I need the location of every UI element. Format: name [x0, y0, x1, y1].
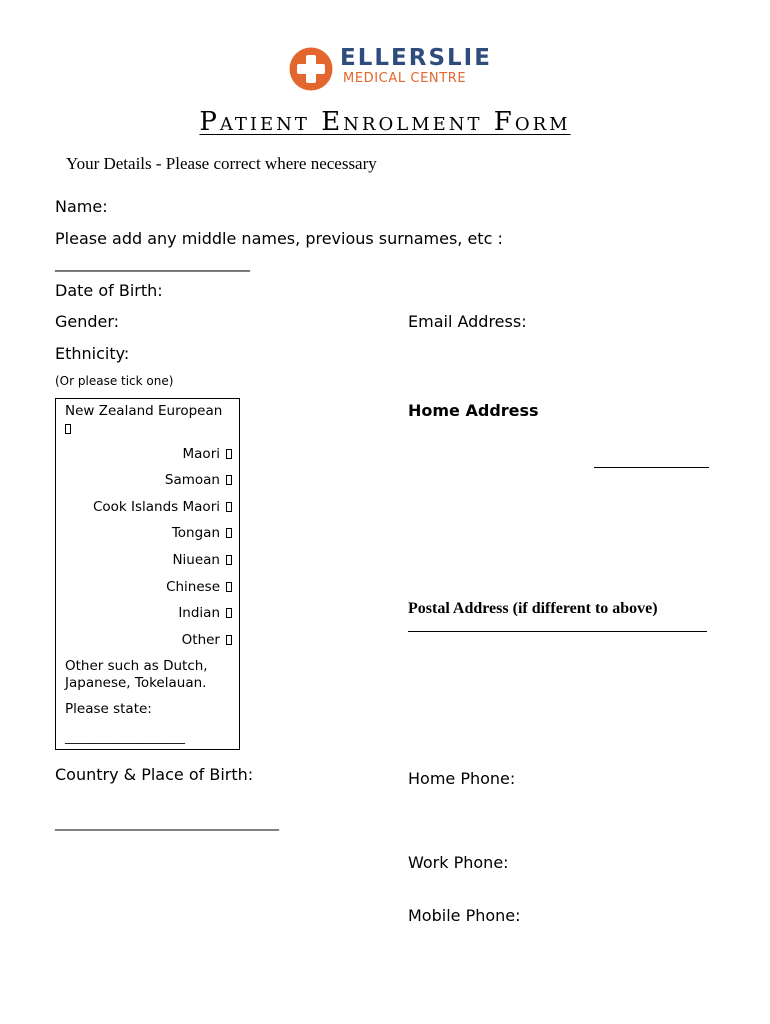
- name-label: Name:: [55, 197, 108, 216]
- option-samoan-label: Samoan: [164, 472, 220, 488]
- medical-cross-icon: [289, 47, 333, 91]
- home-address-label: Home Address: [408, 401, 539, 420]
- please-state-line[interactable]: ____________________: [65, 730, 185, 744]
- checkbox-samoan[interactable]: [226, 475, 232, 485]
- ethnicity-hint: (Or please tick one): [55, 374, 174, 388]
- checkbox-new-zealand-european[interactable]: [65, 420, 71, 438]
- option-other: [182, 631, 232, 649]
- option-niuean: [172, 551, 232, 569]
- other-note-line-1: Other such as Dutch,: [65, 658, 208, 674]
- form-title: Patient Enrolment Form: [199, 107, 571, 137]
- option-chinese-label: Chinese: [166, 579, 220, 595]
- option-maori-label: Maori: [182, 446, 220, 462]
- middle-names-label: Please add any middle names, previous surnames, etc :: [55, 229, 503, 248]
- middle-names-line[interactable]: __________________________: [55, 254, 250, 272]
- country-birth-label: Country & Place of Birth:: [55, 765, 254, 784]
- option-niuean-label: Niuean: [172, 552, 220, 568]
- checkbox-other[interactable]: [226, 635, 232, 645]
- home-address-line[interactable]: [594, 467, 709, 468]
- ethnicity-label: Ethnicity:: [55, 344, 130, 363]
- logo-name: ELLERSLIE: [340, 45, 492, 71]
- mobile-phone-label: Mobile Phone:: [408, 906, 521, 925]
- work-phone-label: Work Phone:: [408, 853, 509, 872]
- dob-label: Date of Birth:: [55, 281, 163, 300]
- option-tongan: [172, 524, 232, 542]
- option-indian: [178, 604, 232, 622]
- postal-address-line[interactable]: [408, 631, 707, 632]
- checkbox-chinese[interactable]: [226, 582, 232, 592]
- checkbox-niuean[interactable]: [226, 555, 232, 565]
- option-new-zealand-european: New Zealand European: [65, 403, 223, 419]
- logo-subtitle: MEDICAL CENTRE: [343, 71, 467, 86]
- subtitle: Your Details - Please correct where necessary: [66, 154, 377, 173]
- home-phone-label: Home Phone:: [408, 769, 516, 788]
- option-maori: [183, 445, 232, 463]
- other-note-line-2: Japanese, Tokelauan.: [65, 675, 207, 691]
- email-label: Email Address:: [408, 312, 527, 331]
- option-other-label: Other: [181, 632, 220, 648]
- checkbox-cook-islands-maori[interactable]: [226, 502, 232, 512]
- option-indian-label: Indian: [178, 605, 220, 621]
- checkbox-tongan[interactable]: [226, 528, 232, 538]
- option-cook-islands-maori: [93, 498, 232, 516]
- option-samoan: [165, 471, 232, 489]
- checkbox-maori[interactable]: [226, 449, 232, 459]
- option-cook-islands-maori-label: Cook Islands Maori: [92, 499, 220, 515]
- option-chinese: [166, 578, 232, 596]
- country-birth-line[interactable]: ________________________________: [55, 815, 279, 831]
- postal-address-label: Postal Address (if different to above): [408, 600, 658, 617]
- gender-label: Gender:: [55, 312, 120, 331]
- option-tongan-label: Tongan: [171, 525, 220, 541]
- checkbox-indian[interactable]: [226, 608, 232, 618]
- please-state-label: Please state:: [65, 701, 152, 717]
